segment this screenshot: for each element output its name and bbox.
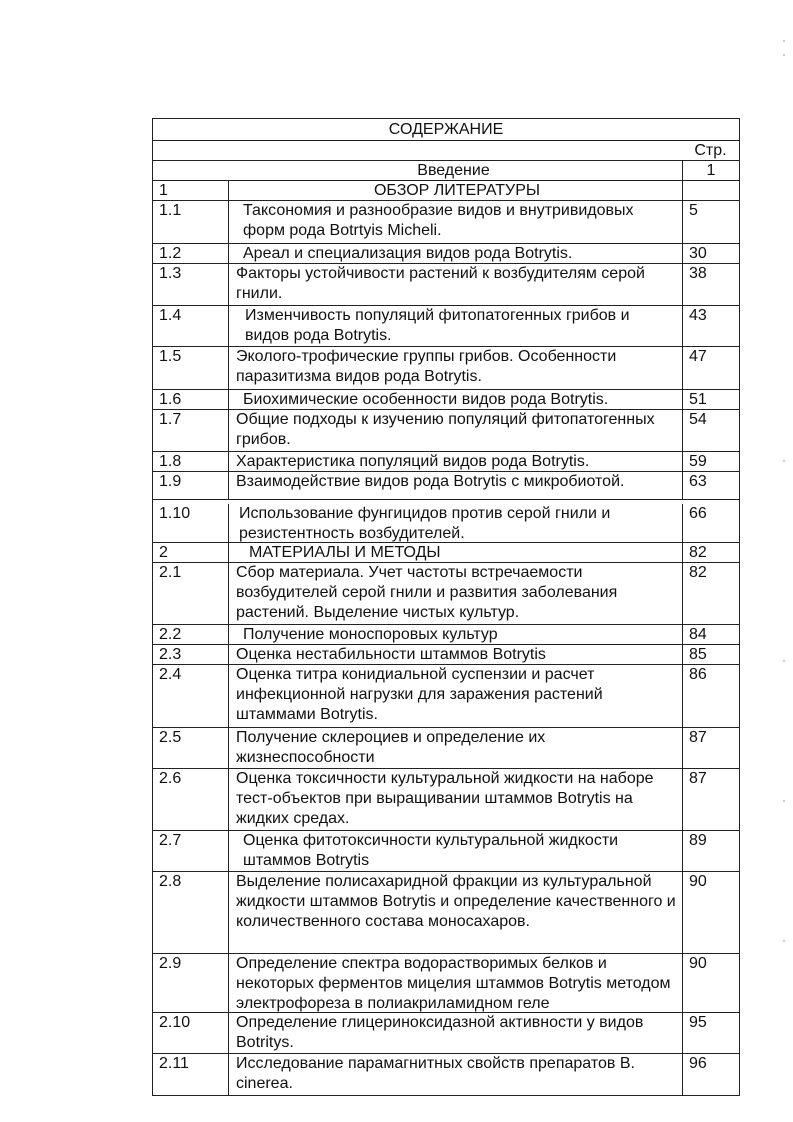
toc-row	[153, 644, 739, 664]
toc-row-number	[153, 161, 229, 180]
toc-row-title: Выделение полисахаридной фракции из культуральной жидкости штаммов Botrytis и определение качественного и количественного состава моносахаров.	[236, 873, 676, 930]
toc-row-title: Характеристика популяций видов рода Botrytis.	[236, 453, 590, 470]
toc-row-number: 2.11	[153, 1054, 229, 1095]
toc-row	[153, 664, 739, 727]
toc-row-number: 1	[153, 181, 229, 200]
toc-row-title: Оценка нестабильности штаммов Botrytis	[236, 646, 546, 663]
toc-row-title: МАТЕРИАЛЫ И МЕТОДЫ	[249, 544, 441, 561]
toc-row	[153, 871, 739, 953]
toc-row-number: 2.6	[153, 769, 229, 830]
toc-row	[153, 953, 739, 1012]
toc-row-page: 30	[682, 244, 739, 263]
toc-row-page: 95	[682, 1013, 739, 1053]
toc-row	[153, 830, 739, 871]
toc-row-page: 87	[682, 728, 739, 768]
toc-row-title: Таксономия и разнообразие видов и внутривидовых форм рода Botrtyis Micheli.	[243, 202, 634, 239]
toc-row-number: 1.5	[153, 347, 229, 389]
toc-row	[153, 471, 739, 499]
toc-row-page: 82	[682, 543, 739, 562]
toc-row-page	[682, 181, 739, 200]
toc-row-number: 2.8	[153, 872, 229, 953]
toc-row-title: Оценка токсичности культуральной жидкости на наборе тест-объектов при выращивании штаммов Botrytis на жидких средах.	[236, 770, 654, 827]
toc-row	[153, 243, 739, 263]
page-column-header-row	[153, 140, 739, 160]
toc-row-title: Оценка фитотоксичности культуральной жидкости штаммов Botrytis	[243, 832, 619, 869]
toc-title: СОДЕРЖАНИЕ	[388, 120, 504, 138]
toc-row-title: Определение глицериноксидазной активности у видов Botritys.	[236, 1014, 644, 1051]
toc-row-title: Общие подходы к изучению популяций фитопатогенных грибов.	[236, 411, 655, 448]
toc-row	[153, 499, 739, 542]
toc-row-number: 1.8	[153, 452, 229, 471]
toc-row	[153, 562, 739, 624]
toc-row	[153, 263, 739, 305]
toc-row-number: 2.4	[153, 665, 229, 727]
toc-row-page: 90	[682, 954, 739, 1012]
toc-row-page: 1	[682, 161, 739, 180]
toc-row-title: Определение спектра водорастворимых белков и некоторых ферментов мицелия штаммов Botrytis методом электрофореза в полиакриламидном геле	[236, 955, 671, 1012]
toc-row-title: Получение склероциев и определение их жизнеспособности	[236, 729, 546, 766]
toc-row-page: 38	[682, 264, 739, 305]
toc-row-page: 47	[682, 347, 739, 389]
toc-row-number: 2	[153, 543, 229, 562]
toc-row-title: Ареал и специализация видов рода Botrytis.	[243, 245, 573, 262]
toc-title-row	[153, 119, 739, 140]
toc-row-title: Введение	[417, 162, 490, 179]
toc-row-title: ОБЗОР ЛИТЕРАТУРЫ	[373, 182, 541, 199]
toc-row	[153, 768, 739, 830]
toc-row-page: 96	[682, 1054, 739, 1095]
toc-row-number: 1.4	[153, 306, 229, 346]
toc-row-number: 1.3	[153, 264, 229, 305]
toc-row-number: 1.1	[153, 201, 229, 243]
scan-artifact-dots	[779, 40, 785, 1040]
toc-row-page: 85	[682, 645, 739, 664]
toc-row-number: 2.9	[153, 954, 229, 1012]
toc-row	[153, 160, 739, 180]
toc-row-number: 2.2	[153, 625, 229, 644]
toc-row-page: 5	[682, 201, 739, 243]
toc-row-number: 2.3	[153, 645, 229, 664]
toc-row-page: 84	[682, 625, 739, 644]
toc-row	[153, 180, 739, 200]
toc-row	[153, 451, 739, 471]
toc-row-title: Использование фунгицидов против серой гнили и резистентность возбудителей.	[239, 505, 611, 542]
toc-row-page: 89	[682, 831, 739, 871]
toc-row-page: 66	[682, 504, 739, 542]
toc-row	[153, 346, 739, 389]
toc-row	[153, 409, 739, 451]
toc-row-page: 43	[682, 306, 739, 346]
toc-row-title: Изменчивость популяций фитопатогенных грибов и видов рода Botrytis.	[245, 307, 630, 344]
toc-row-title: Факторы устойчивости растений к возбудителям серой гнили.	[236, 265, 645, 302]
toc-row-title: Эколого-трофические группы грибов. Особенности паразитизма видов рода Botrytis.	[236, 348, 617, 385]
toc-row-page: 86	[682, 665, 739, 727]
toc-row-title: Оценка титра конидиальной суспензии и расчет инфекционной нагрузки для заражения растений штаммами Botrytis.	[236, 666, 603, 723]
toc-row-page: 54	[682, 410, 739, 451]
toc-row	[153, 1012, 739, 1053]
toc-row-title: Получение моноспоровых культур	[243, 626, 498, 643]
toc-row-title: Биохимические особенности видов рода Botrytis.	[243, 391, 609, 408]
toc-row-number: 1.2	[153, 244, 229, 263]
toc-row-page: 63	[682, 472, 739, 499]
toc-row	[153, 624, 739, 644]
toc-row-page: 90	[682, 872, 739, 953]
toc-row-page: 51	[682, 390, 739, 409]
page-column-header: Стр.	[694, 142, 727, 159]
toc-row-page: 82	[682, 563, 739, 624]
toc-row-number: 2.10	[153, 1013, 229, 1053]
toc-row-page: 87	[682, 769, 739, 830]
toc-row-number: 1.6	[153, 390, 229, 409]
toc-row-title: Сбор материала. Учет частоты встречаемости возбудителей серой гнили и развития заболевания растений. Выделение чистых культур.	[236, 564, 618, 621]
toc-row	[153, 542, 739, 562]
toc-row	[153, 727, 739, 768]
toc-row-number: 1.9	[153, 472, 229, 499]
toc-row-title: Исследование парамагнитных свойств препаратов B. cinerea.	[236, 1055, 635, 1092]
toc-row-title: Взаимодействие видов рода Botrytis с микробиотой.	[236, 473, 625, 490]
toc-row	[153, 200, 739, 243]
toc-row	[153, 1053, 739, 1095]
toc-row-number: 1.10	[153, 504, 229, 542]
toc-row-number: 2.5	[153, 728, 229, 768]
toc-row	[153, 305, 739, 346]
toc-row	[153, 389, 739, 409]
toc-row-page: 59	[682, 452, 739, 471]
toc-table	[152, 118, 740, 1096]
toc-row-number: 1.7	[153, 410, 229, 451]
toc-row-number: 2.1	[153, 563, 229, 624]
toc-row-number: 2.7	[153, 831, 229, 871]
